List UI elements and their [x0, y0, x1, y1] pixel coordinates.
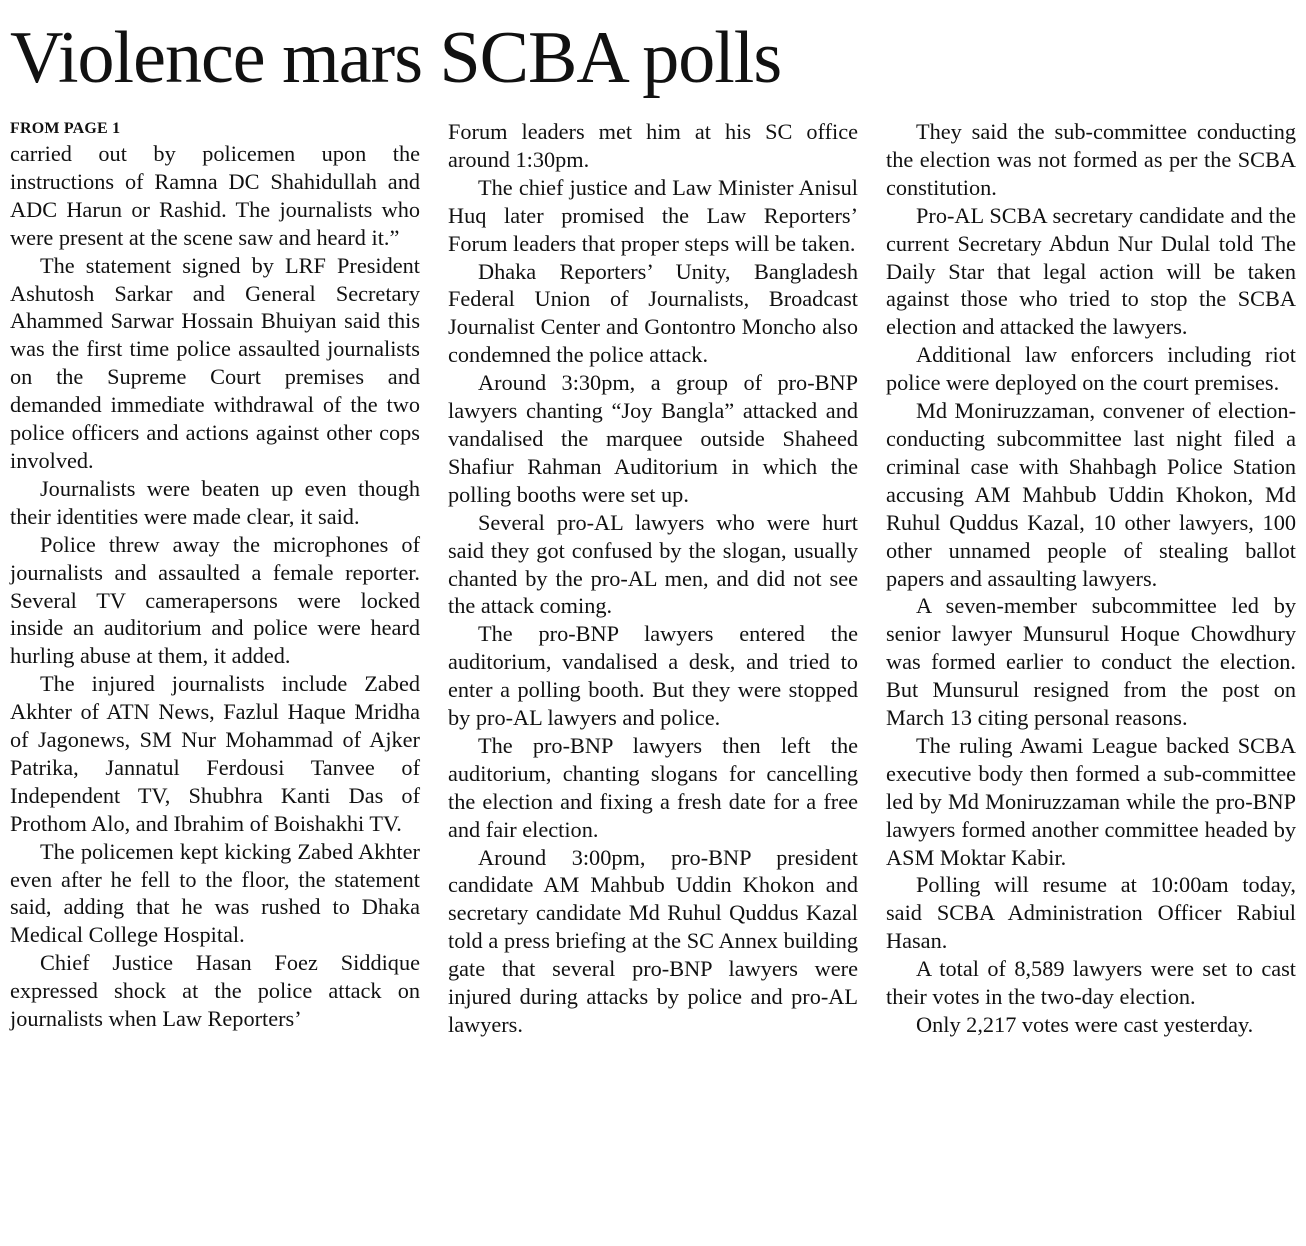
- paragraph: carried out by policemen upon the instructions of Ramna DC Shahidullah and ADC Harun or Rashid. The journalists who were present at the scene saw and heard it.”: [10, 141, 420, 250]
- paragraph: Police threw away the microphones of journalists and assaulted a female reporter. Several TV camerapersons were locked inside an auditorium and police were heard hurling abuse at them, it added.: [10, 531, 420, 669]
- paragraph: The pro-BNP lawyers entered the auditorium, vandalised a desk, and tried to enter a polling booth. But they were stopped by pro-AL lawyers and police.: [448, 621, 858, 731]
- paragraph: A total of 8,589 lawyers were set to cast their votes in the two-day election.: [886, 956, 1296, 1010]
- paragraph: The ruling Awami League backed SCBA executive body then formed a sub-committee led by Md Moniruzzaman while the pro-BNP lawyers formed another committee headed by ASM Moktar Kabir.: [886, 732, 1296, 870]
- paragraph: Forum leaders met him at his SC office around 1:30pm.: [448, 119, 858, 172]
- headline: Violence mars SCBA polls: [10, 17, 782, 99]
- paragraph: The chief justice and Law Minister Anisul Huq later promised the Law Reporters’ Forum leaders that proper steps will be taken.: [448, 174, 858, 256]
- paragraph: Md Moniruzzaman, convener of election-conducting subcommittee last night filed a criminal case with Shahbagh Police Station accusing AM Mahbub Uddin Khokon, Md Ruhul Quddus Kazal, 10 other lawyers, 100 other unnamed people of stealing ballot papers and assaulting lawyers.: [886, 398, 1296, 591]
- paragraph: The pro-BNP lawyers then left the auditorium, chanting slogans for cancelling the election and fixing a fresh date for a free and fair election.: [448, 732, 858, 842]
- paragraph: The statement signed by LRF President Ashutosh Sarkar and General Secretary Ahammed Sarwar Hossain Bhuiyan said this was the first time police assaulted journalists on the Supreme Court premises and demanded immediate withdrawal of the two police officers and actions against other cops involved.: [10, 252, 420, 473]
- paragraph: Only 2,217 votes were cast yesterday.: [916, 1012, 1254, 1037]
- paragraph: The policemen kept kicking Zabed Akhter even after he fell to the floor, the statement said, adding that he was rushed to Dhaka Medical College Hospital.: [10, 838, 420, 948]
- paragraph: Additional law enforcers including riot police were deployed on the court premises.: [886, 342, 1296, 396]
- paragraph: Polling will resume at 10:00am today, said SCBA Administration Officer Rabiul Hasan.: [886, 872, 1296, 954]
- paragraph: They said the sub-committee conducting the election was not formed as per the SCBA constitution.: [886, 119, 1296, 200]
- article-column-3: [886, 118, 1296, 1039]
- paragraph: Around 3:30pm, a group of pro-BNP lawyers chanting “Joy Bangla” attacked and vandalised the marquee outside Shaheed Shafiur Rahman Auditorium in which the polling booths were set up.: [448, 370, 858, 507]
- paragraph: Chief Justice Hasan Foez Siddique expressed shock at the police attack on journalists when Law Reporters’: [10, 950, 420, 1032]
- paragraph: Around 3:00pm, pro-BNP president candidate AM Mahbub Uddin Khokon and secretary candidate Md Ruhul Quddus Kazal told a press briefing at the SC Annex building gate that several pro-BNP lawyers were injured during attacks by police and pro-AL lawyers.: [448, 844, 858, 1037]
- article-column-2: [448, 118, 858, 1039]
- paragraph: Dhaka Reporters’ Unity, Bangladesh Federal Union of Journalists, Broadcast Journalist Center and Gontontro Moncho also condemned the police attack.: [448, 258, 858, 368]
- paragraph: Journalists were beaten up even though their identities were made clear, it said.: [10, 475, 420, 529]
- paragraph: Pro-AL SCBA secretary candidate and the current Secretary Abdun Nur Dulal told The Daily Star that legal action will be taken against those who tried to stop the SCBA election and attacked the lawyers.: [886, 202, 1296, 340]
- paragraph: A seven-member subcommittee led by senior lawyer Munsurul Hoque Chowdhury was formed earlier to conduct the election. But Munsurul resigned from the post on March 13 citing personal reasons.: [886, 593, 1296, 731]
- paragraph: Several pro-AL lawyers who were hurt said they got confused by the slogan, usually chanted by the pro-AL men, and did not see the attack coming.: [448, 509, 858, 619]
- paragraph: The injured journalists include Zabed Akhter of ATN News, Fazlul Haque Mridha of Jagonews, SM Nur Mohammad of Ajker Patrika, Jannatul Ferdousi Tanvee of Independent TV, Shubhra Kanti Das of Prothom Alo, and Ibrahim of Boishakhi TV.: [10, 671, 420, 836]
- kicker-from-page-1: FROM PAGE 1: [10, 120, 121, 137]
- article-column-1: [10, 118, 420, 1033]
